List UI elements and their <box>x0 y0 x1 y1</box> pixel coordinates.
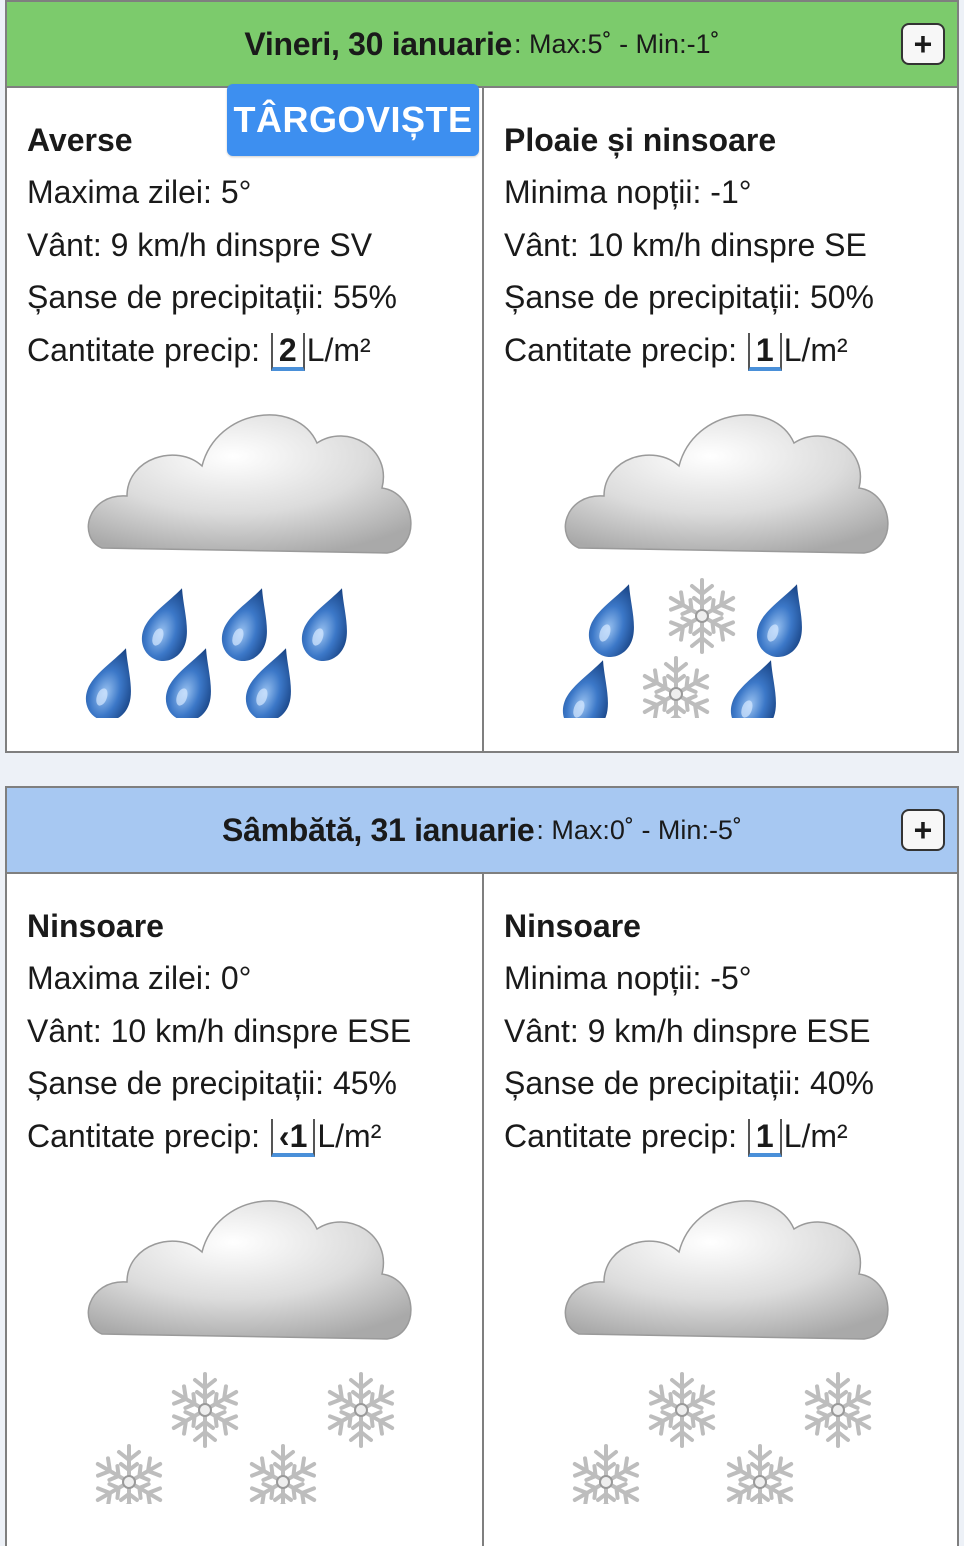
wind-text: Vânt: 10 km/h dinspre SE <box>504 226 867 263</box>
forecast-columns <box>5 874 959 1546</box>
day-card-2 <box>5 786 959 1546</box>
temperature-text: Maxima zilei: 0° <box>27 960 252 996</box>
day-minmax: : Max:5˚ - Min:-1˚ <box>514 28 720 59</box>
condition-label: Ninsoare <box>27 908 164 944</box>
precip-chance-text: Șanse de precipitații: 55% <box>27 279 397 315</box>
precip-amount-row <box>504 324 957 377</box>
precip-chance-text: Șanse de precipitații: 40% <box>504 1065 874 1101</box>
wind-text: Vânt: 9 km/h dinspre ESE <box>504 1012 871 1049</box>
day-column <box>7 88 482 751</box>
day-header[interactable] <box>5 786 959 874</box>
precip-amount-row <box>27 324 482 377</box>
precip-amount-label: Cantitate precip: <box>27 331 261 368</box>
expand-button[interactable]: + <box>901 809 945 851</box>
precip-amount-value: 1 <box>748 1119 782 1157</box>
precip-amount-label: Cantitate precip: <box>504 331 738 368</box>
precip-unit: L/m² <box>783 331 848 368</box>
snow-icon <box>77 1174 417 1504</box>
precip-amount-row <box>504 1110 957 1163</box>
snow-icon <box>554 1174 894 1504</box>
day-column <box>7 874 482 1546</box>
condition-label: Ploaie și ninsoare <box>504 122 777 158</box>
day-header[interactable] <box>5 0 959 88</box>
precip-unit: L/m² <box>783 1117 848 1154</box>
precip-amount-value: ‹1 <box>271 1119 315 1157</box>
precip-unit: L/m² <box>317 1117 382 1154</box>
precip-chance-text: Șanse de precipitații: 50% <box>504 279 874 315</box>
day-title: Sâmbătă, 31 ianuarie <box>222 811 535 848</box>
night-column <box>482 874 957 1546</box>
precip-amount-label: Cantitate precip: <box>504 1117 738 1154</box>
condition-label: Ninsoare <box>504 908 641 944</box>
city-badge[interactable]: TÂRGOVIȘTE <box>227 84 479 156</box>
day-title: Vineri, 30 ianuarie <box>244 25 513 62</box>
wind-text: Vânt: 10 km/h dinspre ESE <box>27 1012 412 1049</box>
precip-unit: L/m² <box>306 331 371 368</box>
rain-snow-icon <box>554 388 894 718</box>
temperature-text: Minima nopții: -1° <box>504 174 752 210</box>
forecast-columns <box>5 88 959 753</box>
precip-amount-row <box>27 1110 482 1163</box>
temperature-text: Minima nopții: -5° <box>504 960 752 996</box>
temperature-text: Maxima zilei: 5° <box>27 174 252 210</box>
day-minmax: : Max:0˚ - Min:-5˚ <box>536 814 742 845</box>
day-card-1 <box>5 0 959 753</box>
expand-button[interactable]: + <box>901 23 945 65</box>
precip-chance-text: Șanse de precipitații: 45% <box>27 1065 397 1101</box>
precip-amount-value: 2 <box>271 333 305 371</box>
condition-label: Averse <box>27 122 133 158</box>
precip-amount-label: Cantitate precip: <box>27 1117 261 1154</box>
wind-text: Vânt: 9 km/h dinspre SV <box>27 226 373 263</box>
precip-amount-value: 1 <box>748 333 782 371</box>
night-column <box>482 88 957 751</box>
rain-icon <box>77 388 417 718</box>
